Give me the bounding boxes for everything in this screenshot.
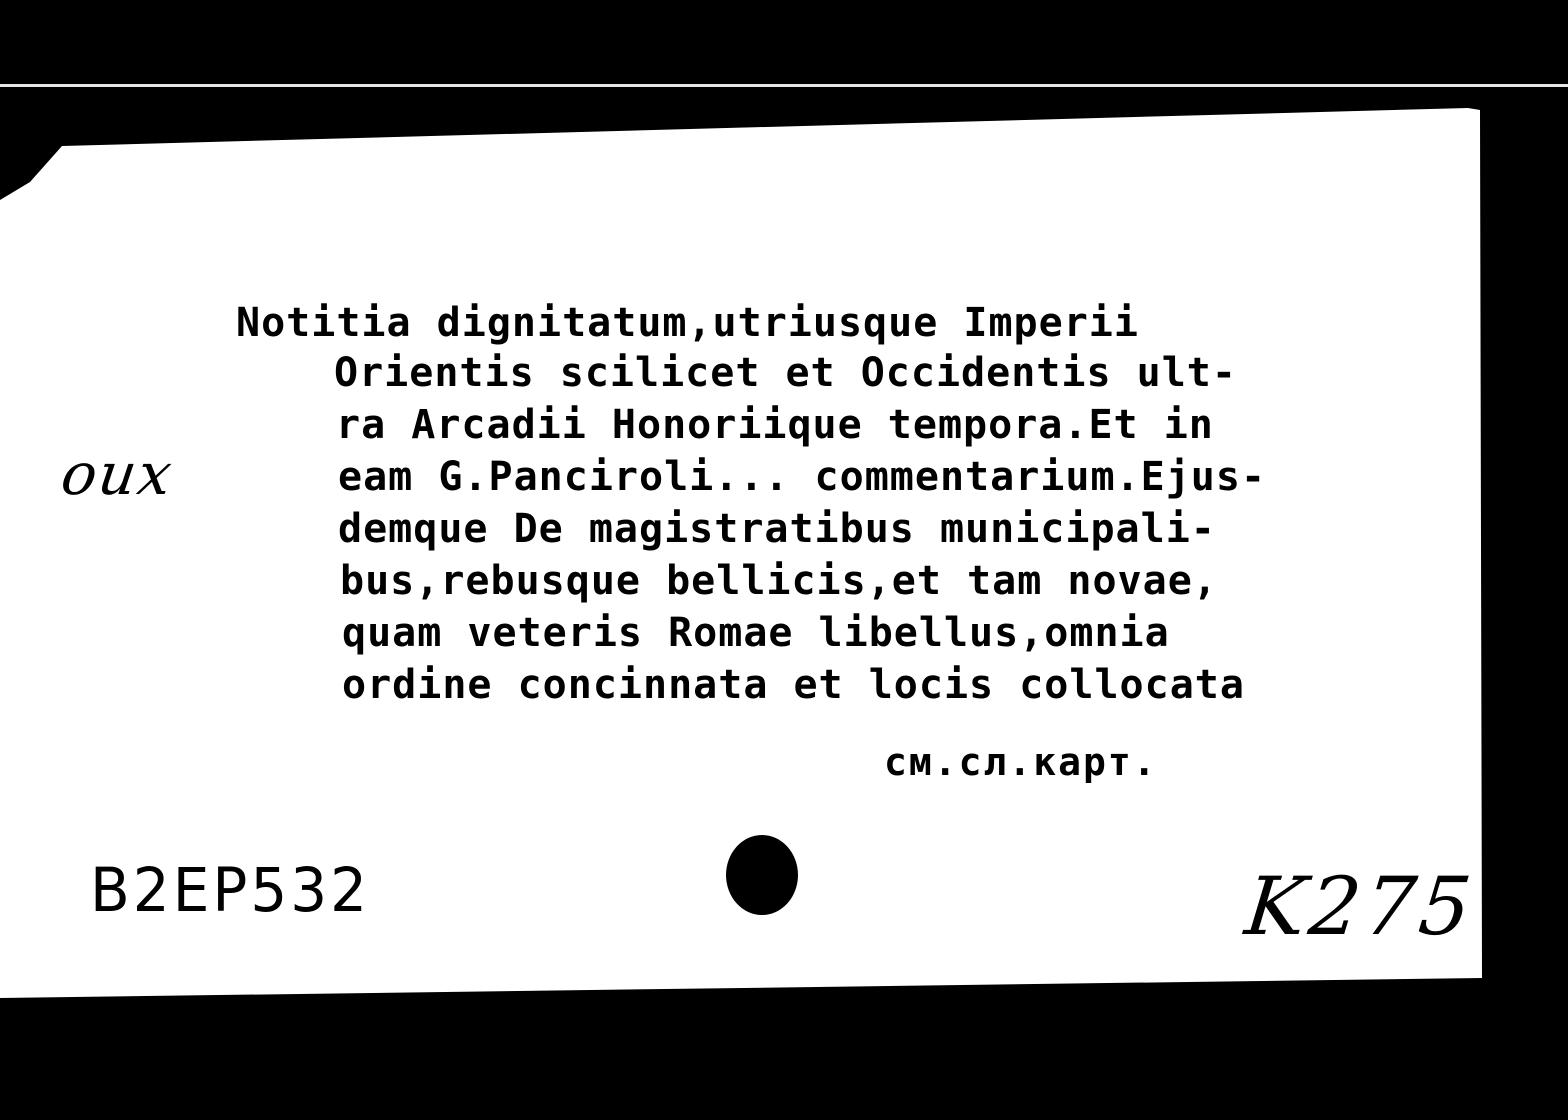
title-line-1: Notitia dignitatum,utriusque Imperii: [236, 300, 1139, 346]
title-line-4: eam G.Panciroli... commentarium.Ejus-: [338, 454, 1267, 500]
punch-hole: [726, 835, 798, 915]
title-line-6: bus,rebusque bellicis,et tam novae,: [340, 558, 1218, 604]
inventory-number: K275: [1241, 860, 1480, 953]
title-line-5: demque De magistratibus municipali-: [338, 506, 1216, 552]
shelfmark: B2EP532: [90, 854, 371, 926]
title-line-7: quam veteris Romae libellus,omnia: [342, 610, 1170, 656]
title-line-2: Orientis scilicet et Occidentis ult-: [334, 350, 1237, 396]
title-line-3: ra Arcadii Honoriique tempora.Et in: [336, 402, 1214, 448]
title-line-8: ordine concinnata et locis collocata: [342, 662, 1245, 708]
handwritten-annotation: оих: [57, 440, 178, 508]
cross-reference-note: см.сл.карт.: [884, 740, 1158, 784]
